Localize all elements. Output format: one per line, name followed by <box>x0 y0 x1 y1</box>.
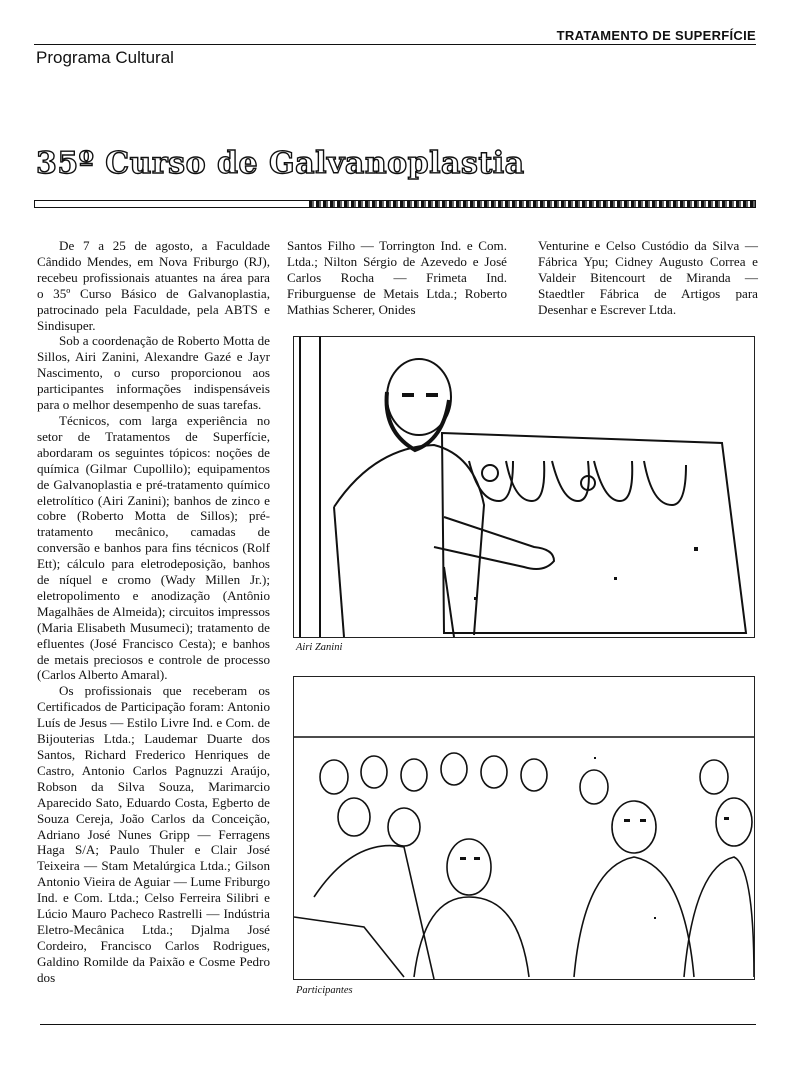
footer-rule <box>40 1024 756 1025</box>
title-decorative-bar <box>34 200 756 208</box>
paragraph: Técnicos, com larga experiência no setor de Tratamentos de Superfície, abordaram os seguintes tópicos: noções de química (Gilmar Cupollilo); equipamentos de Galvanoplastia e pré-tratamento químico eletrolítico (Airi Zanini); banhos de zinco e cobre (Roberto Motta de Sillos); pré-tratamento mecânico, camadas de conversão e banhos para fins técnicos (Rolf Ett); cálculo para eletrodeposição, banhos de níquel e cromo (Wady Millen Jr.); eletropolimento e anodização (Antônio Magalhães de Almeida); circuitos impressos (Maria Elisabeth Musumeci); tratamento de efluentes (José Francisco Cesta); e banhos de metais preciosos e controle de processo (Carlos Alberto Amaral). <box>37 412 270 683</box>
photo-caption: Participantes <box>296 985 353 996</box>
paragraph: Santos Filho — Torrington Ind. e Com. Ltda.; Nilton Sérgio de Azevedo e José Carlos Rocha — Frimeta Ind. Friburguense de Metais Ltda.; Roberto Mathias Scherer, Onides <box>287 238 507 317</box>
photo-participants-drawing <box>294 677 754 979</box>
article-title: 35º Curso de Galvanoplastia <box>36 146 525 181</box>
photo-caption: Airi Zanini <box>296 642 343 653</box>
photo-participants <box>293 676 755 980</box>
article-column-1 <box>37 238 270 986</box>
paragraph: Venturine e Celso Custódio da Silva — Fábrica Ypu; Cidney Augusto Correa e Valdeir Bitencourt de Miranda — Staedtler Fábrica de Artigos para Desenhar e Escrever Ltda. <box>538 238 758 317</box>
photo-instructor <box>293 336 755 638</box>
article-column-3 <box>538 238 758 318</box>
photo-instructor-drawing <box>294 337 754 637</box>
section-subtitle: Programa Cultural <box>36 48 174 67</box>
paragraph: Sob a coordenação de Roberto Motta de Sillos, Airi Zanini, Alexandre Gazé e Jayr Nascimento, o curso proporcionou aos participantes informações indispensáveis para o melhor desempenho de suas tarefas. <box>37 333 270 413</box>
paragraph: De 7 a 25 de agosto, a Faculdade Cândido Mendes, em Nova Friburgo (RJ), recebeu profissionais atuantes na área para o 35º Curso Básico de Galvanoplastia, patrocinado pela Faculdade, pela ABTS e Sindisuper. <box>37 238 270 333</box>
paragraph: Os profissionais que receberam os Certificados de Participação foram: Antonio Luís de Jesus — Estilo Livre Ind. e Com. de Bijouterias Ltda.; Laudemar Duarte dos Santos, Richard Frederico Henriques de Castro, Antonio Carlos Pagnuzzi Araújo, Robson da Silva Souza, Marimarcio Aparecido Sato, Eduardo Costa, Egberto de Souza Cereja, João Carlos da Conceição, Adriano José Nunes Gripp — Ferragens Haga S/A; Paulo Thuler e Clair José Teixeira — Stam Metalúrgica Ltda.; Gilson Antonio Vieira de Aguiar — Lume Friburgo Ind. e Com. Ltda.; Celso Ferreira Silibri e Lúcio Mauro Pacheco Rastrelli — Indústria Eletro-Mecânica Ltda.; Djalma José Cordeiro, Francisco Carlos Rodrigues, Galdino Romilde da Paixão e Cosme Pedro dos <box>37 683 270 985</box>
header-rule <box>34 44 756 45</box>
section-header: TRATAMENTO DE SUPERFÍCIE <box>556 28 756 43</box>
article-column-2 <box>287 238 507 318</box>
